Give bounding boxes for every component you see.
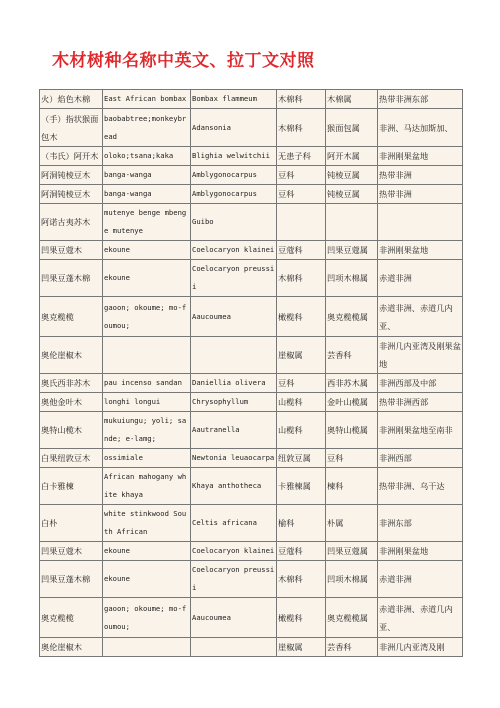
cell-family: 橄榄科 [277,598,326,638]
cell-genus: 凹项木棉属 [326,260,378,297]
cell-distribution: 热带非洲 [378,166,463,185]
cell-latin-name: Khaya anthotheca [191,468,277,505]
cell-genus: 凹果豆蔻属 [326,542,378,561]
cell-english-name [103,638,191,657]
cell-english-name: ekoune [103,260,191,297]
cell-latin-name [191,337,277,374]
cell-chinese-name: 白卡雅楝 [40,468,103,505]
page-title: 木材树种名称中英文、拉丁文对照 [52,51,315,71]
cell-distribution: 热带非洲 [378,185,463,204]
cell-english-name: banga-wanga [103,166,191,185]
cell-distribution: 赤道非洲、赤道几内亚、 [378,598,463,638]
cell-genus: 楝科 [326,468,378,505]
cell-genus: 猴面包属 [326,109,378,147]
cell-latin-name: Aaucoumea [191,297,277,337]
table-row [40,542,463,561]
table-body [40,90,463,657]
cell-chinese-name: 阿洞钝棱豆木 [40,166,103,185]
cell-distribution: 非洲刚果盆地 [378,241,463,260]
cell-genus: 阿开木属 [326,147,378,166]
table-row [40,412,463,449]
cell-latin-name: Coelocaryon klainei [191,241,277,260]
cell-genus: 芸香科 [326,337,378,374]
cell-chinese-name: 火）焰色木棉 [40,90,103,109]
cell-family: 卡雅楝属 [277,468,326,505]
cell-family: 豆科 [277,374,326,393]
cell-family: 崖椒属 [277,638,326,657]
cell-family [277,204,326,241]
cell-latin-name: Amblygonocarpus [191,185,277,204]
cell-family: 纽敦豆属 [277,449,326,468]
cell-english-name: ekoune [103,542,191,561]
table-row [40,505,463,542]
cell-chinese-name: 奥克榄榄 [40,297,103,337]
cell-chinese-name: 阿洞钝棱豆木 [40,185,103,204]
cell-latin-name: Aautranella [191,412,277,449]
cell-family: 木棉科 [277,109,326,147]
cell-latin-name: Amblygonocarpus [191,166,277,185]
cell-genus [326,204,378,241]
cell-latin-name: Coelocaryon preussii [191,561,277,598]
table-row [40,204,463,241]
cell-latin-name: Guibo [191,204,277,241]
cell-latin-name [191,638,277,657]
cell-distribution: 热带非洲东部 [378,90,463,109]
cell-english-name: oloko;tsana;kaka [103,147,191,166]
table-row [40,393,463,412]
cell-latin-name: Daniellia olivera [191,374,277,393]
cell-genus: 奥克榄榄属 [326,598,378,638]
cell-family: 豆科 [277,166,326,185]
cell-distribution: 非洲西部及中部 [378,374,463,393]
cell-family: 木棉科 [277,260,326,297]
cell-family: 木棉科 [277,90,326,109]
cell-english-name: African mahogany white khaya [103,468,191,505]
cell-chinese-name: 奥伦崖椒木 [40,337,103,374]
cell-chinese-name: 奥伦崖椒木 [40,638,103,657]
cell-family: 榆科 [277,505,326,542]
table-row [40,241,463,260]
cell-distribution [378,204,463,241]
cell-family: 崖椒属 [277,337,326,374]
cell-english-name: East African bombax [103,90,191,109]
cell-english-name: ekoune [103,241,191,260]
cell-latin-name: Coelocaryon preussii [191,260,277,297]
cell-chinese-name: 奥氏西非苏木 [40,374,103,393]
cell-chinese-name: 奥克榄榄 [40,598,103,638]
cell-chinese-name: 凹果豆蔻木 [40,241,103,260]
cell-genus: 木棉属 [326,90,378,109]
cell-genus: 芸香科 [326,638,378,657]
cell-distribution: 热带非洲、乌干达 [378,468,463,505]
cell-english-name: pau incenso sandan [103,374,191,393]
cell-distribution: 赤道非洲、赤道几内亚、 [378,297,463,337]
table-row [40,297,463,337]
cell-family: 无患子科 [277,147,326,166]
cell-distribution: 非洲刚果盆地 [378,147,463,166]
cell-genus: 金叶山榄属 [326,393,378,412]
table-row [40,561,463,598]
cell-distribution: 非洲刚果盆地至南非 [378,412,463,449]
cell-latin-name: Newtonia leuaocarpa [191,449,277,468]
cell-genus: 豆科 [326,449,378,468]
wood-species-table [39,89,463,657]
cell-english-name: mutenye benge mbenge mutenye [103,204,191,241]
table-row [40,166,463,185]
cell-chinese-name: 凹果豆蔻木 [40,542,103,561]
table-row [40,638,463,657]
cell-english-name: banga-wanga [103,185,191,204]
cell-english-name [103,337,191,374]
cell-family: 山榄科 [277,393,326,412]
cell-distribution: 非洲几内亚湾及刚 [378,638,463,657]
cell-chinese-name: （韦氏）阿开木 [40,147,103,166]
cell-chinese-name: 阿诺古夷苏木 [40,204,103,241]
cell-english-name: ossimiale [103,449,191,468]
cell-family: 山榄科 [277,412,326,449]
cell-chinese-name: 奥他金叶木 [40,393,103,412]
cell-genus: 奥特山榄属 [326,412,378,449]
table-row [40,185,463,204]
cell-genus: 凹果豆蔻属 [326,241,378,260]
cell-english-name: white stinkwood South African [103,505,191,542]
table-row [40,147,463,166]
cell-english-name: gaoon; okoume; mo-foumou; [103,297,191,337]
cell-english-name: baobabtree;monkeybread [103,109,191,147]
cell-family: 木棉科 [277,561,326,598]
cell-distribution: 赤道非洲 [378,260,463,297]
cell-distribution: 赤道非洲 [378,561,463,598]
cell-genus: 朴属 [326,505,378,542]
cell-english-name: gaoon; okoume; mo-foumou; [103,598,191,638]
table-row [40,468,463,505]
cell-distribution: 非洲、马达加斯加、 [378,109,463,147]
table-row [40,109,463,147]
cell-family: 豆蔻科 [277,241,326,260]
cell-genus: 钝棱豆属 [326,166,378,185]
table-row [40,598,463,638]
table-row [40,260,463,297]
cell-distribution: 非洲刚果盆地 [378,542,463,561]
cell-latin-name: Blighia welwitchii [191,147,277,166]
cell-latin-name: Chrysophyllum [191,393,277,412]
cell-distribution: 非洲东部 [378,505,463,542]
cell-latin-name: Coelocaryon klainei [191,542,277,561]
cell-distribution: 非洲西部 [378,449,463,468]
table-row [40,374,463,393]
cell-english-name: ekoune [103,561,191,598]
cell-distribution: 热带非洲西部 [378,393,463,412]
cell-family: 豆蔻科 [277,542,326,561]
cell-family: 豆科 [277,185,326,204]
cell-english-name: longhi longui [103,393,191,412]
cell-chinese-name: 奥特山榄木 [40,412,103,449]
cell-genus: 钝棱豆属 [326,185,378,204]
table-row [40,337,463,374]
cell-chinese-name: 凹果豆蓬木棉 [40,260,103,297]
cell-chinese-name: 白朴 [40,505,103,542]
cell-distribution: 非洲几内亚湾及刚果盆地 [378,337,463,374]
cell-english-name: mukuiungu; yoli; sande; e-lamg; [103,412,191,449]
table-row [40,90,463,109]
cell-latin-name: Bombax flammeum [191,90,277,109]
cell-genus: 凹项木棉属 [326,561,378,598]
cell-genus: 奥克榄榄属 [326,297,378,337]
table-row [40,449,463,468]
cell-family: 橄榄科 [277,297,326,337]
cell-latin-name: Celtis africana [191,505,277,542]
cell-chinese-name: （手）指状猴面包木 [40,109,103,147]
cell-chinese-name: 凹果豆蓬木棉 [40,561,103,598]
cell-chinese-name: 白果纽敦豆木 [40,449,103,468]
cell-latin-name: Aaucoumea [191,598,277,638]
cell-genus: 西非苏木属 [326,374,378,393]
cell-latin-name: Adansonia [191,109,277,147]
